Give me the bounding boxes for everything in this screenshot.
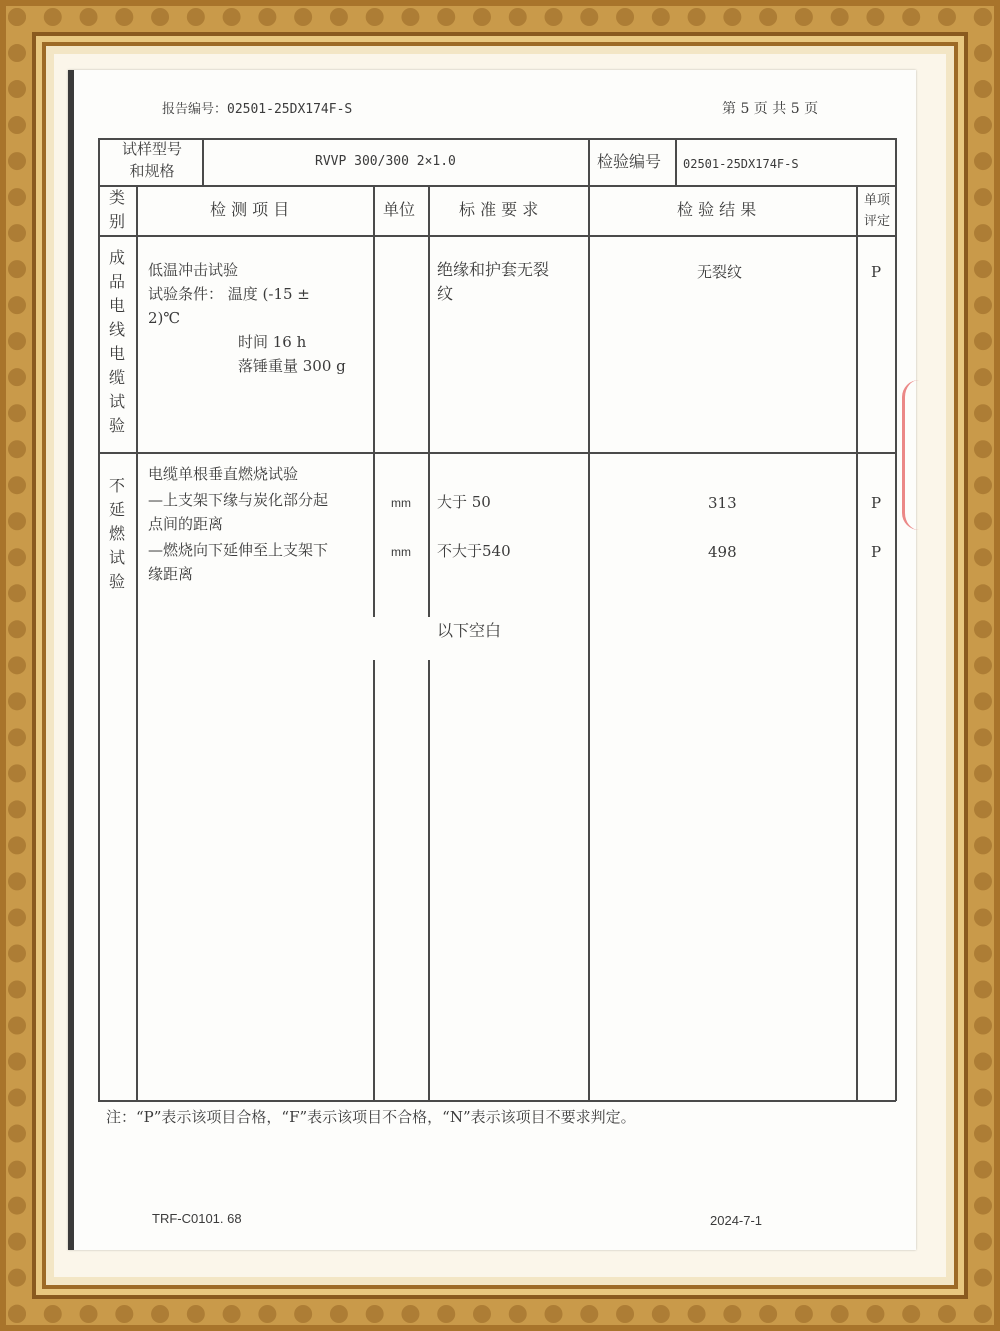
row1-requirement-cont: 纹	[437, 284, 454, 303]
table-col-divider	[136, 185, 138, 1101]
row2-result-a: 313	[708, 494, 737, 512]
row2-item-b-cont: 缘距离	[148, 565, 194, 583]
table-col-divider	[588, 138, 590, 1101]
table-border-right	[895, 138, 897, 1101]
row2-category: 不延燃试验	[108, 476, 125, 591]
row2-item-a: —上支架下缘与炭化部分起	[148, 491, 329, 509]
row1-item-time: 时间 16 h	[238, 333, 307, 351]
document-page	[68, 70, 916, 1250]
table-col-divider	[856, 185, 858, 1101]
row2-requirement-b: 不大于540	[437, 542, 511, 560]
col-header-item: 检 测 项 目	[210, 200, 290, 219]
row2-judgement-a: P	[871, 494, 882, 512]
table-col-divider	[202, 138, 204, 186]
row2-requirement-a: 大于 50	[437, 493, 491, 511]
row2-judgement-b: P	[871, 543, 882, 561]
footer-note: 注：“P”表示该项目合格，“F”表示该项目不合格，“N”表示该项目不要求判定。	[106, 1108, 636, 1126]
row1-requirement: 绝缘和护套无裂	[437, 260, 550, 279]
col-header-judgement: 单项评定	[863, 193, 890, 229]
col-header-requirement: 标 准 要 求	[459, 200, 539, 219]
table-border-left	[98, 138, 100, 1101]
row2-result-b: 498	[708, 543, 737, 561]
sample-value: RVVP 300/300 2×1.0	[315, 154, 456, 169]
row1-item-title: 低温冲击试验	[148, 261, 239, 279]
row1-item-condition-cont: 2)℃	[148, 309, 181, 327]
table-row-divider	[98, 185, 896, 187]
row1-category: 成品电线电缆试验	[108, 248, 125, 435]
table-col-divider	[373, 185, 375, 617]
table-border-top	[98, 138, 896, 140]
row1-judgement: P	[871, 263, 882, 281]
page-indicator: 第 5 页 共 5 页	[722, 101, 819, 117]
inspection-value: 02501-25DX174F-S	[683, 157, 799, 171]
report-number: 报告编号：02501-25DX174F-S	[162, 102, 353, 117]
blank-below-note: 以下空白	[437, 621, 502, 640]
form-code: TRF-C0101. 68	[152, 1211, 242, 1226]
table-col-divider	[373, 660, 375, 1101]
table-row-divider	[98, 452, 896, 454]
row1-item-weight: 落锤重量 300 g	[238, 357, 346, 375]
col-header-category: 类别	[108, 188, 125, 231]
table-border-bottom	[98, 1100, 896, 1102]
seal-stamp-edge	[902, 380, 919, 530]
form-date: 2024-7-1	[710, 1213, 763, 1228]
table-row-divider	[98, 235, 896, 237]
row2-item-a-cont: 点间的距离	[148, 515, 224, 533]
row2-item-title: 电缆单根垂直燃烧试验	[148, 465, 299, 483]
table-col-divider	[675, 138, 677, 186]
row2-unit-b: mm	[391, 545, 411, 559]
inspection-label: 检验编号	[597, 152, 662, 171]
row2-item-b: —燃烧向下延伸至上支架下	[148, 541, 329, 559]
row1-item-condition: 试验条件： 温度 (-15 ±	[148, 285, 310, 303]
col-header-result: 检 验 结 果	[677, 200, 757, 219]
sample-label: 试样型号 和规格	[121, 140, 182, 180]
col-header-unit: 单位	[383, 200, 416, 219]
table-col-divider	[428, 660, 430, 1101]
page-shadow-edge	[68, 70, 74, 1250]
row1-result: 无裂纹	[697, 263, 743, 281]
table-col-divider	[428, 185, 430, 617]
row2-unit-a: mm	[391, 496, 411, 510]
